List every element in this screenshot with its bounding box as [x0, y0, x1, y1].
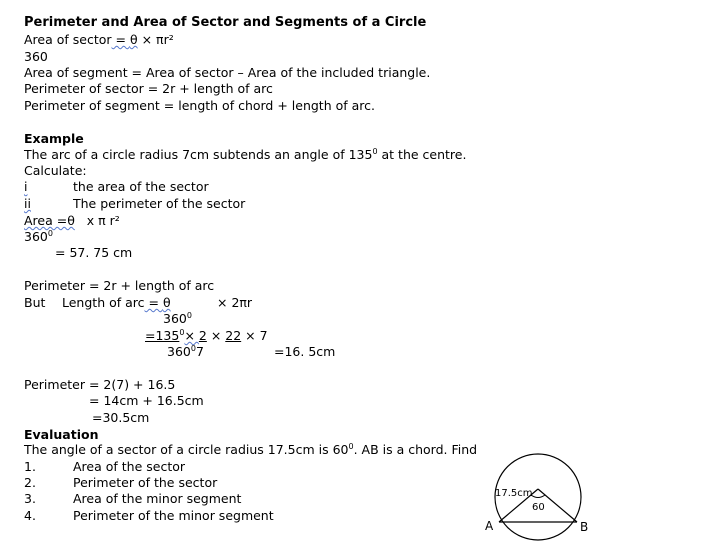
example-area-result: = 57. 75 cm	[55, 245, 133, 260]
example-arc-times: × 2πr	[217, 295, 253, 310]
evaluation-item-text-4: Perimeter of the minor segment	[73, 508, 274, 523]
perimeter-calc-2: = 14cm + 16.5cm	[89, 393, 204, 408]
evaluation-statement-text: The angle of a sector of a circle radius 17.5cm is 60	[24, 442, 349, 457]
example-item-text-1: the area of the sector	[73, 179, 209, 194]
angle-arc	[531, 495, 545, 498]
evaluation-item-num-2: 2.	[24, 475, 36, 490]
example-area-denominator	[24, 229, 53, 244]
example-arc-label: Length of arc	[62, 295, 145, 310]
evaluation-statement-end: . AB is a chord. Find	[353, 442, 478, 457]
evaluation-statement	[24, 442, 477, 457]
perimeter-segment-formula: Perimeter of segment = length of chord + length of arc.	[24, 98, 376, 113]
calc-numerator-2: 2	[198, 328, 207, 343]
example-statement-text: The arc of a circle radius 7cm subtends an angle of 135	[24, 147, 373, 162]
evaluation-item-num-1: 1.	[24, 459, 36, 474]
example-arc-denominator	[163, 311, 192, 326]
perimeter-sector-formula: Perimeter of sector = 2r + length of arc	[24, 81, 273, 96]
example-area-formula	[24, 213, 120, 228]
evaluation-statement-degree: 0	[348, 441, 354, 451]
example-area-line-rest: x π r²	[86, 213, 120, 228]
example-title: Example	[24, 131, 84, 146]
calc-denominator-360: 360	[167, 344, 191, 359]
example-calc-result: =16. 5cm	[274, 344, 336, 359]
example-item-num-1: i	[24, 179, 28, 194]
perimeter-calc-1: Perimeter = 2(7) + 16.5	[24, 377, 176, 392]
radius-label: 17.5cm	[495, 488, 533, 499]
example-area-denominator-value: 360	[24, 229, 48, 244]
perimeter-calc-3: =30.5cm	[92, 410, 150, 425]
area-sector-label: Area of sector	[24, 32, 112, 47]
example-perimeter-line: Perimeter = 2r + length of arc	[24, 278, 215, 293]
example-arc-formula	[62, 295, 171, 310]
point-b-label: B	[580, 520, 589, 534]
evaluation-item-text-2: Perimeter of the sector	[73, 475, 218, 490]
angle-label: 60	[532, 502, 545, 513]
example-arc-denominator-degree: 0	[186, 310, 192, 320]
calc-times-2: × 7	[241, 328, 268, 343]
area-sector-formula	[24, 32, 174, 47]
example-statement-end: at the centre.	[377, 147, 467, 162]
calc-numerator-times: ×	[184, 328, 199, 343]
area-sector-eq: =	[111, 32, 130, 47]
example-item-text-2: The perimeter of the sector	[73, 196, 246, 211]
example-statement-degree: 0	[372, 146, 378, 156]
evaluation-item-num-4: 4.	[24, 508, 36, 523]
calc-numerator-22: 22	[225, 328, 242, 343]
area-sector-denominator: 360	[24, 49, 48, 64]
example-calculate: Calculate:	[24, 163, 87, 178]
example-statement	[24, 147, 466, 162]
calc-denominator-7: 7	[195, 344, 204, 359]
page-title: Perimeter and Area of Sector and Segments of a Circle	[24, 15, 427, 30]
example-item-num-2: ii	[24, 196, 31, 211]
calc-times-1: ×	[206, 328, 226, 343]
example-arc-theta: θ	[162, 295, 171, 310]
evaluation-item-text-1: Area of the sector	[73, 459, 186, 474]
area-segment-formula: Area of segment = Area of sector – Area of the included triangle.	[24, 65, 431, 80]
area-sector-theta: θ	[129, 32, 138, 47]
point-a-label: A	[485, 519, 494, 533]
evaluation-item-text-3: Area of the minor segment	[73, 491, 242, 506]
example-area-line: Area =θ	[24, 213, 75, 228]
example-arc-denominator-value: 360	[163, 311, 187, 326]
evaluation-title: Evaluation	[24, 427, 99, 442]
example-area-denominator-degree: 0	[47, 228, 53, 238]
evaluation-item-num-3: 3.	[24, 491, 36, 506]
calc-numerator-degree: 0	[179, 327, 185, 337]
area-sector-rest: × πr²	[141, 32, 174, 47]
calc-numerator-135: =135	[145, 328, 180, 343]
calc-denominator-degree: 0	[190, 343, 196, 353]
example-calc-numerator	[145, 328, 268, 343]
example-calc-denominator	[167, 344, 204, 359]
circle-sector-diagram	[478, 452, 598, 548]
example-arc-eq: =	[144, 295, 163, 310]
example-arc-but: But	[24, 295, 46, 310]
